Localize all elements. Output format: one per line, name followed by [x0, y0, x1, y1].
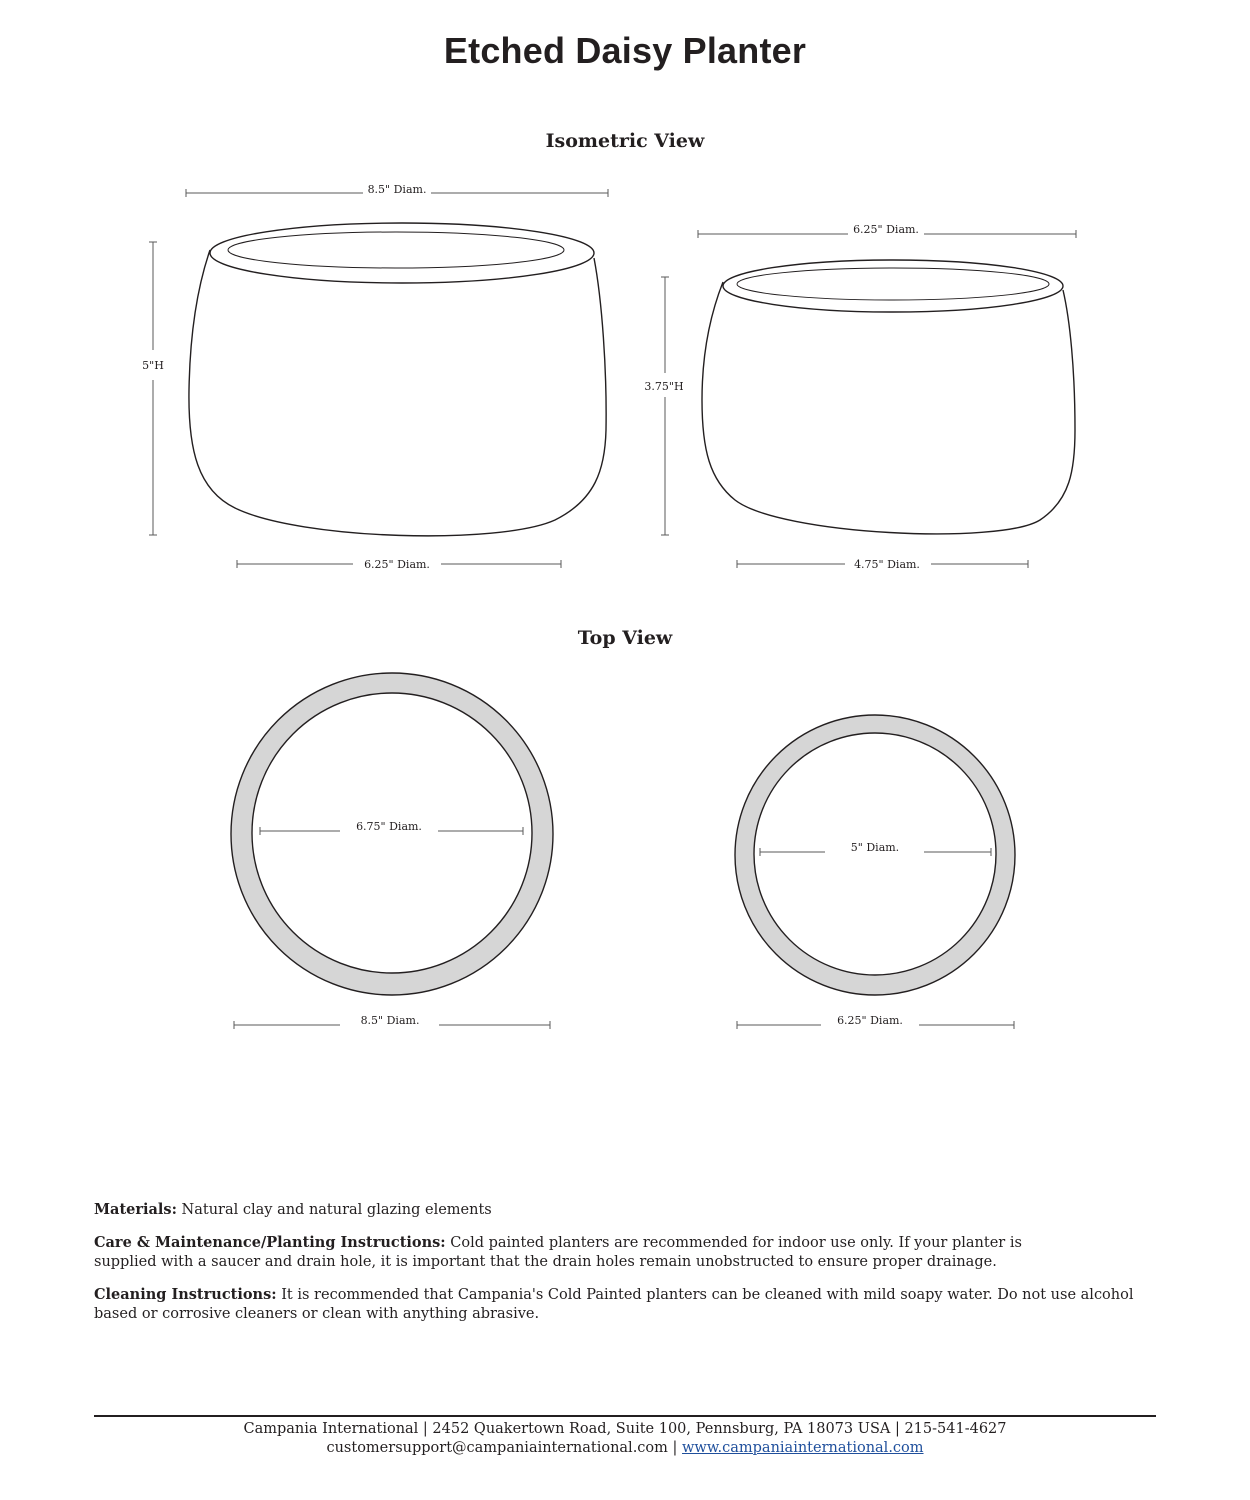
- footer-address: Campania International | 2452 Quakertown Road, Suite 100, Pennsburg, PA 18073 USA | 215-541-4627: [243, 1421, 1007, 1437]
- materials-label: Materials:: [94, 1201, 177, 1218]
- large-top-diam-label: 8.5" Diam.: [367, 183, 427, 196]
- small-inner-diam-label: 5" Diam.: [850, 841, 900, 854]
- large-outer-diam-label: 8.5" Diam.: [360, 1014, 420, 1027]
- care-note: [94, 1233, 1044, 1272]
- small-base-diam-label: 4.75" Diam.: [854, 558, 920, 571]
- large-base-diam-label: 6.25" Diam.: [364, 558, 430, 571]
- cleaning-note: [94, 1285, 1174, 1324]
- cleaning-text: It is recommended that Campania's Cold Painted planters can be cleaned with mild soapy water. Do not use alcohol based or corrosive cleaners or clean with anything abrasive.: [94, 1287, 1134, 1322]
- small-height-label: 3.75"H: [644, 380, 684, 393]
- materials-note: [94, 1200, 1174, 1220]
- cleaning-label: Cleaning Instructions:: [94, 1286, 277, 1303]
- footer-website-link[interactable]: www.campaniainternational.com: [682, 1440, 924, 1456]
- small-planter-isometric: [702, 260, 1075, 534]
- top-view-heading: Top View: [577, 627, 673, 649]
- isometric-view-heading: Isometric View: [545, 130, 705, 152]
- small-planter-top-view: [735, 715, 1015, 995]
- large-height-label: 5"H: [142, 359, 164, 372]
- care-text: Cold painted planters are recommended for indoor use only. If your planter is supplied with a saucer and drain hole, it is important that the drain holes remain unobstructed to ensure proper drainage.: [94, 1235, 1022, 1270]
- small-height-dimension: [661, 277, 669, 535]
- large-height-dimension: [149, 242, 157, 535]
- footer-divider: [94, 1415, 1156, 1417]
- large-inner-diam-label: 6.75" Diam.: [356, 820, 422, 833]
- large-planter-top-view: [231, 673, 553, 995]
- footer-email: customersupport@campaniainternational.com: [326, 1440, 668, 1456]
- large-planter-isometric: [189, 223, 606, 536]
- footer-contact: [94, 1439, 1156, 1458]
- page-title: Etched Daisy Planter: [443, 30, 807, 71]
- small-top-diam-label: 6.25" Diam.: [853, 223, 919, 236]
- care-label: Care & Maintenance/Planting Instructions:: [94, 1234, 446, 1251]
- footer-separator: |: [667, 1440, 683, 1456]
- materials-text: Natural clay and natural glazing elements: [176, 1202, 492, 1218]
- small-outer-diam-label: 6.25" Diam.: [837, 1014, 903, 1027]
